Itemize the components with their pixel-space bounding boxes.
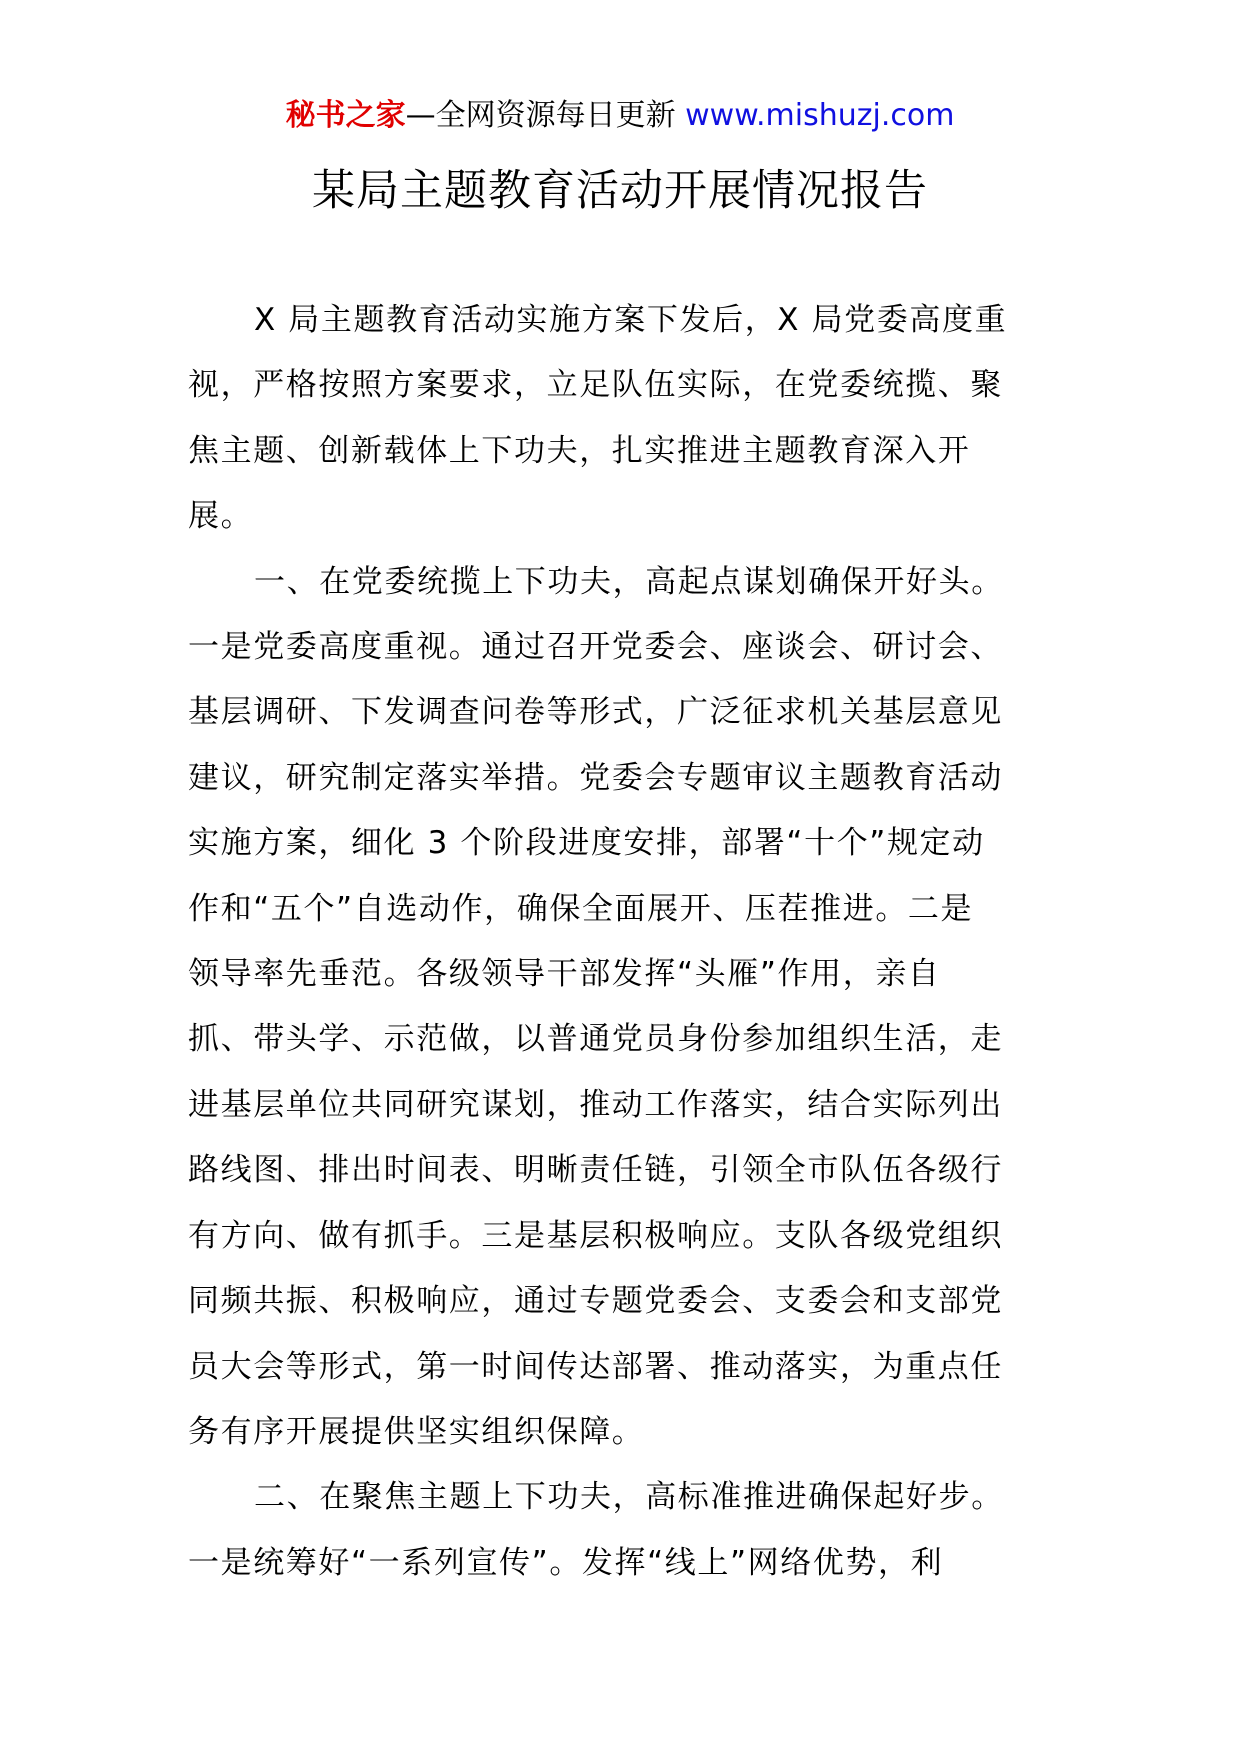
site-brand: 秘书之家 — [285, 98, 406, 133]
text-line: 务有序开展提供坚实组织保障。 — [188, 1413, 645, 1450]
text-line: 路线图、排出时间表、明晰责任链，引领全市队伍各级行 — [188, 1152, 1003, 1189]
text-line: X 局主题教育活动实施方案下发后，X 局党委高度重 — [254, 302, 1008, 338]
text-line: 同频共振、积极响应，通过专题党委会、支委会和支部党 — [188, 1283, 1003, 1320]
text-line: 领导率先垂范。各级领导干部发挥“头雁”作用，亲自 — [188, 956, 941, 993]
site-tagline: —全网资源每日更新 — [405, 98, 686, 133]
text-line: 建议，研究制定落实举措。党委会专题审议主题教育活动 — [188, 759, 1003, 796]
text-line: 视，严格按照方案要求，立足队伍实际，在党委统揽、聚 — [188, 367, 1003, 404]
paragraph-intro — [188, 288, 1058, 550]
site-header — [0, 96, 1240, 136]
paragraph-section-2 — [188, 1465, 1058, 1596]
text-line: 员大会等形式，第一时间传达部署、推动落实，为重点任 — [188, 1348, 1003, 1385]
text-line: 展。 — [188, 498, 254, 535]
text-line: 基层调研、下发调查问卷等形式，广泛征求机关基层意见 — [188, 694, 1003, 731]
text-line: 焦主题、创新载体上下功夫，扎实推进主题教育深入开 — [188, 432, 971, 469]
text-line: 实施方案，细化 3 个阶段进度安排，部署“十个”规定动 — [188, 825, 985, 862]
text-line: 有方向、做有抓手。三是基层积极响应。支队各级党组织 — [188, 1217, 1003, 1254]
text-line: 抓、带头学、示范做，以普通党员身份参加组织生活，走 — [188, 1021, 1003, 1058]
text-line: 进基层单位共同研究谋划，推动工作落实，结合实际列出 — [188, 1086, 1003, 1123]
document-body — [188, 288, 1058, 1596]
paragraph-section-1 — [188, 550, 1058, 1466]
document-title: 某局主题教育活动开展情况报告 — [312, 166, 928, 216]
text-line: 一是统筹好“一系列宣传”。发挥“线上”网络优势，利 — [188, 1544, 944, 1581]
text-line: 作和“五个”自选动作，确保全面展开、压茬推进。二是 — [188, 890, 974, 927]
text-line: 一、在党委统揽上下功夫，高起点谋划确保开好头。 — [254, 563, 1004, 600]
text-line: 一是党委高度重视。通过召开党委会、座谈会、研讨会、 — [188, 629, 1003, 666]
text-line: 二、在聚焦主题上下功夫，高标准推进确保起好步。 — [254, 1479, 1004, 1516]
site-url-link[interactable]: www.mishuzj.com — [685, 98, 955, 133]
